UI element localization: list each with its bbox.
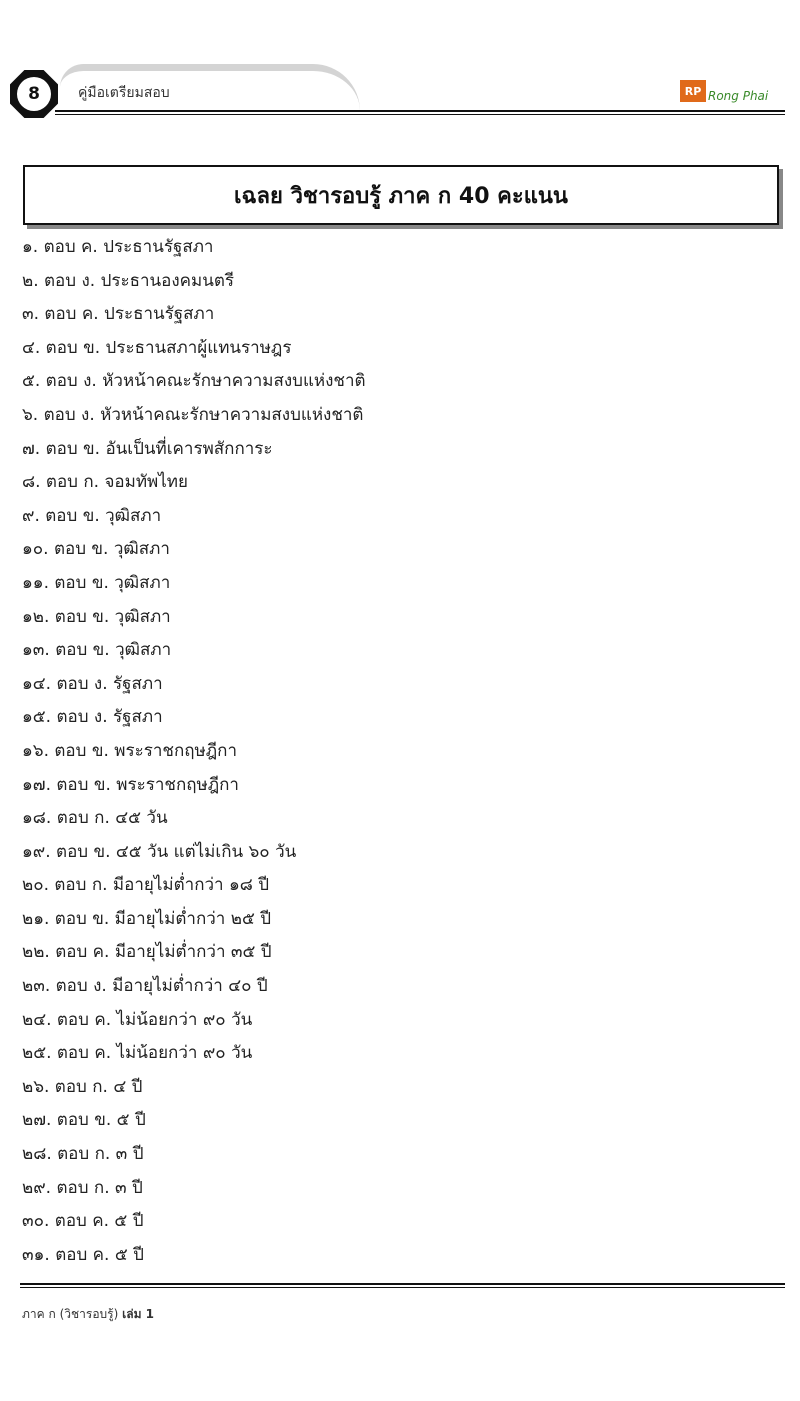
footer <box>22 1305 154 1324</box>
page-number: 8 <box>17 77 51 111</box>
answer-list <box>22 234 366 1275</box>
answer-item: ๑๕. ตอบ ง. รัฐสภา <box>22 707 163 728</box>
answer-item: ๑๐. ตอบ ข. วุฒิสภา <box>22 539 170 560</box>
answer-item: ๒๓. ตอบ ง. มีอายุไม่ต่ำกว่า ๔๐ ปี <box>22 976 268 997</box>
answer-item: ๑๘. ตอบ ก. ๔๕ วัน <box>22 808 168 829</box>
answer-item: ๑๗. ตอบ ข. พระราชกฤษฎีกา <box>22 774 239 795</box>
answer-item: ๒๒. ตอบ ค. มีอายุไม่ต่ำกว่า ๓๕ ปี <box>22 942 272 963</box>
logo-mark: RP <box>680 80 706 102</box>
footer-volume: เล่ม 1 <box>122 1307 155 1321</box>
answer-item: ๒๔. ตอบ ค. ไม่น้อยกว่า ๙๐ วัน <box>22 1009 253 1030</box>
answer-item: ๒๐. ตอบ ก. มีอายุไม่ต่ำกว่า ๑๘ ปี <box>22 875 270 896</box>
answer-item: ๗. ตอบ ข. อันเป็นที่เคารพสักการะ <box>22 438 273 459</box>
header-title: คู่มือเตรียมสอบ <box>78 85 170 101</box>
footer-rule <box>20 1283 785 1288</box>
answer-item: ๑๓. ตอบ ข. วุฒิสภา <box>22 640 172 661</box>
footer-text: ภาค ก (วิชารอบรู้) <box>22 1307 119 1321</box>
answer-item: ๓๑. ตอบ ค. ๕ ปี <box>22 1244 144 1265</box>
answer-item: ๑๔. ตอบ ง. รัฐสภา <box>22 673 163 694</box>
answer-item: ๓๐. ตอบ ค. ๕ ปี <box>22 1211 144 1232</box>
answer-item: ๑๑. ตอบ ข. วุฒิสภา <box>22 572 171 593</box>
answer-item: ๓. ตอบ ค. ประธานรัฐสภา <box>22 304 215 325</box>
logo <box>680 80 768 102</box>
answer-item: ๔. ตอบ ข. ประธานสภาผู้แทนราษฎร <box>22 337 292 358</box>
answer-item: ๒๘. ตอบ ก. ๓ ปี <box>22 1144 144 1165</box>
header-rule <box>55 110 785 115</box>
section-title: เฉลย วิชารอบรู้ ภาค ก 40 คะแนน <box>23 165 779 225</box>
answer-item: ๒๗. ตอบ ข. ๕ ปี <box>22 1110 146 1131</box>
answer-item: ๑๙. ตอบ ข. ๔๕ วัน แต่ไม่เกิน ๖๐ วัน <box>22 841 297 862</box>
answer-item: ๙. ตอบ ข. วุฒิสภา <box>22 505 162 526</box>
answer-item: ๑. ตอบ ค. ประธานรัฐสภา <box>22 237 214 257</box>
answer-item: ๒๖. ตอบ ก. ๔ ปี <box>22 1076 143 1097</box>
answer-item: ๘. ตอบ ก. จอมทัพไทย <box>22 472 188 493</box>
logo-text: Rong Phai <box>708 89 769 103</box>
answer-item: ๒๑. ตอบ ข. มีอายุไม่ต่ำกว่า ๒๕ ปี <box>22 908 271 929</box>
answer-item: ๒๙. ตอบ ก. ๓ ปี <box>22 1177 143 1198</box>
answer-item: ๖. ตอบ ง. หัวหน้าคณะรักษาความสงบแห่งชาติ <box>22 404 364 425</box>
answer-item: ๒. ตอบ ง. ประธานองคมนตรี <box>22 270 235 291</box>
answer-item: ๕. ตอบ ง. หัวหน้าคณะรักษาความสงบแห่งชาติ <box>22 371 366 392</box>
answer-item: ๒๕. ตอบ ค. ไม่น้อยกว่า ๙๐ วัน <box>22 1043 253 1064</box>
answer-item: ๑๖. ตอบ ข. พระราชกฤษฎีกา <box>22 740 237 761</box>
answer-item: ๑๒. ตอบ ข. วุฒิสภา <box>22 606 171 627</box>
